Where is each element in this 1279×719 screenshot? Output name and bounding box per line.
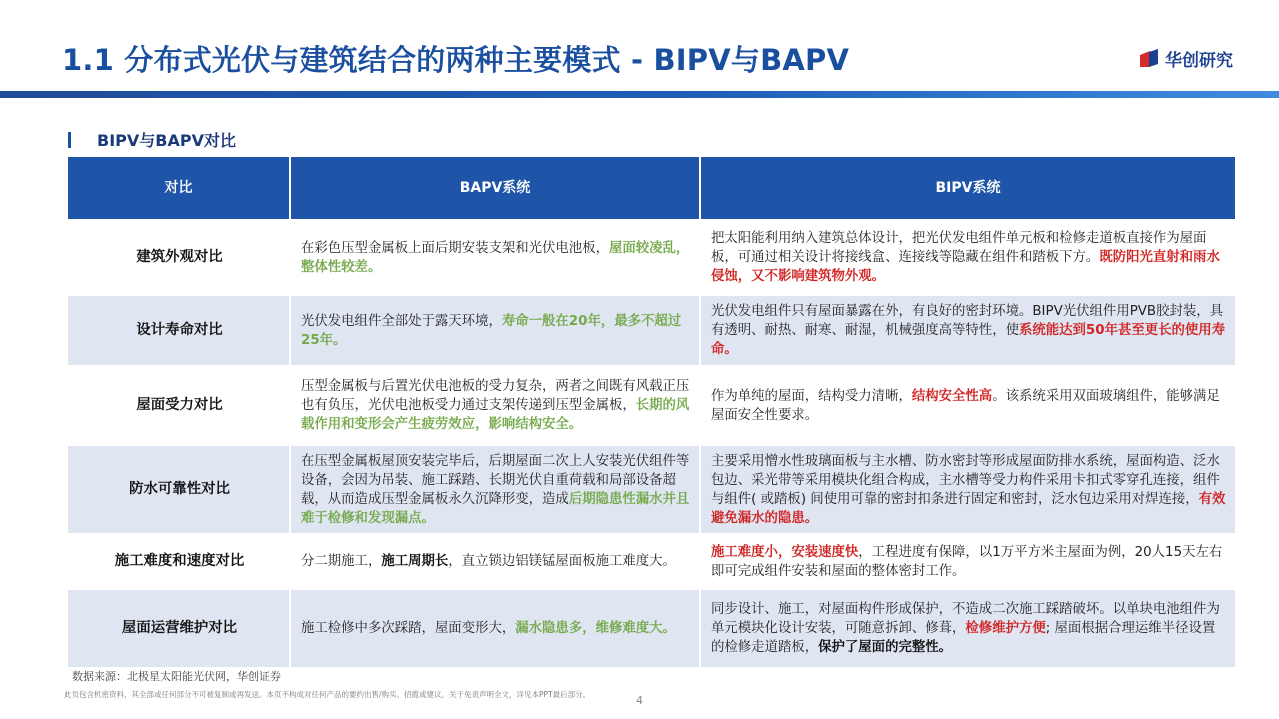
table-header-row [68, 157, 1235, 221]
cell-bipv [700, 295, 1235, 367]
row-label: 施工难度和速度对比 [68, 535, 290, 589]
cell-text-segment: 检修维护方便 [965, 620, 1046, 636]
cell-bipv [700, 589, 1235, 667]
brand-logo [1138, 46, 1233, 71]
cell-text-segment: 分二期施工， [301, 554, 382, 569]
row-label: 设计寿命对比 [68, 295, 290, 367]
cell-bapv [290, 589, 700, 667]
cell-bapv [290, 535, 700, 589]
cell-text-segment: 结构安全性高 [911, 388, 993, 404]
cell-text-segment: 作为单纯的屋面，结构受力清晰， [711, 388, 912, 404]
row-label: 屋面运营维护对比 [68, 589, 290, 667]
cell-text-segment: 保护了屋面的完整性。 [818, 639, 953, 655]
cell-text-segment: ，工程进度有保障，以1万平方米主屋面为例，20人15天左右即可完成组件安装和屋面的整体密封工作。 [711, 544, 1223, 579]
cell-text-segment: 压型金属板与后置光伏电池板的受力复杂，两者之间既有风载正压也有负压，光伏电池板受力通过支架传递到压型金属板， [301, 379, 690, 413]
table-row [68, 535, 1235, 589]
cell-text-segment: 后期隐患性漏水并且难于检修和发现漏点。 [301, 491, 690, 526]
header-bipv: BIPV系统 [700, 157, 1235, 221]
cell-bipv [700, 445, 1235, 535]
table-row [68, 445, 1235, 535]
cell-text-segment: 漏水隐患多，维修难度大。 [515, 620, 676, 636]
cell-text-segment: 在压型金属板屋顶安装完毕后，后期屋面二次上人安装光伏组件等设备，会因为吊装、施工踩踏、长期光伏自重荷载和局部设备超载，从而造成压型金属板永久沉降形变，造成 [301, 453, 690, 507]
cell-text-segment: 寿命一般在20年，最多不超过25年。 [301, 313, 682, 348]
data-source: 数据来源：北极星太阳能光伏网，华创证券 [72, 670, 281, 683]
cell-text-segment: 长期的风载作用和变形会产生疲劳效应，影响结构安全。 [301, 398, 690, 432]
section-heading [68, 128, 236, 151]
cell-text-segment: 光伏发电组件全部处于露天环境， [301, 313, 502, 329]
comparison-table [68, 157, 1235, 667]
logo-text: 华创研究 [1165, 51, 1233, 71]
row-label: 防水可靠性对比 [68, 445, 290, 535]
cell-text-segment: 系统能达到50年甚至更长的使用寿命。 [711, 323, 1226, 357]
logo-icon [1138, 49, 1160, 69]
cell-text-segment: 有效避免漏水的隐患。 [711, 491, 1226, 526]
page-title: 1.1 分布式光伏与建筑结合的两种主要模式 - BIPV与BAPV [62, 43, 850, 77]
cell-text-segment: 施工检修中多次踩踏，屋面变形大， [301, 620, 516, 636]
header-divider [0, 91, 1279, 98]
table-row [68, 589, 1235, 667]
cell-bipv [700, 221, 1235, 295]
cell-bapv [290, 445, 700, 535]
row-label: 屋面受力对比 [68, 367, 290, 445]
cell-text-segment: 施工难度小，安装速度快 [711, 544, 859, 560]
cell-text-segment: 施工周期长 [381, 554, 449, 569]
table-row [68, 221, 1235, 295]
cell-text-segment: 屋面较凌乱，整体性较差。 [301, 240, 690, 275]
cell-text-segment: ，直立锁边铝镁锰屋面板施工难度大。 [448, 554, 676, 569]
cell-text-segment: 在彩色压型金属板上面后期安装支架和光伏电池板， [301, 240, 609, 256]
header-bapv: BAPV系统 [290, 157, 700, 221]
page-number: 4 [636, 694, 643, 707]
cell-text-segment: 主要采用憎水性玻璃面板与主水槽、防水密封等形成屋面防排水系统，屋面构造、泛水包边、采光带等采用模块化组合构成，主水槽等受力构件采用卡扣式零穿孔连接，组件与组件( 或踏板) 间使用可靠的密封扣条进行固定和密封，泛水包边采用对焊连接， [711, 453, 1220, 507]
cell-bapv [290, 221, 700, 295]
cell-bapv [290, 367, 700, 445]
cell-text-segment: 既防阳光直射和雨水侵蚀，又不影响建筑物外观。 [711, 250, 1220, 284]
cell-bipv [700, 367, 1235, 445]
cell-text-segment: 把太阳能利用纳入建筑总体设计，把光伏发电组件单元板和检修走道板直接作为屋面板，可通过相关设计将接线盒、连接线等隐藏在组件和踏板下方。 [711, 231, 1207, 265]
cell-bipv [700, 535, 1235, 589]
cell-text-segment: 同步设计、施工，对屋面构件形成保护，不造成二次施工踩踏破坏。以单块电池组件为单元模块化设计安装，可随意拆卸、修葺， [711, 601, 1220, 636]
cell-text-segment: ; 屋面根据合理运维半径设置的检修走道踏板， [711, 620, 1216, 655]
cell-bapv [290, 295, 700, 367]
row-label: 建筑外观对比 [68, 221, 290, 295]
disclaimer: 此页包含机密资料，其全部或任何部分不可被复制或再发送。本页不构成对任何产品的要约出售/购买、招揽或建议。关于免责声明全文，详见本PPT最后部分。 [64, 690, 591, 699]
header-compare: 对比 [68, 157, 290, 221]
section-marker [68, 132, 71, 148]
cell-text-segment: 光伏发电组件只有屋面暴露在外，有良好的密封环境。BIPV光伏组件用PVB胶封装，具有透明、耐热、耐寒、耐湿，机械强度高等特性，使 [711, 304, 1224, 338]
cell-text-segment: 。该系统采用双面玻璃组件，能够满足屋面安全性要求。 [711, 388, 1220, 423]
table-row [68, 367, 1235, 445]
section-title: BIPV与BAPV对比 [97, 131, 236, 150]
table-row [68, 295, 1235, 367]
